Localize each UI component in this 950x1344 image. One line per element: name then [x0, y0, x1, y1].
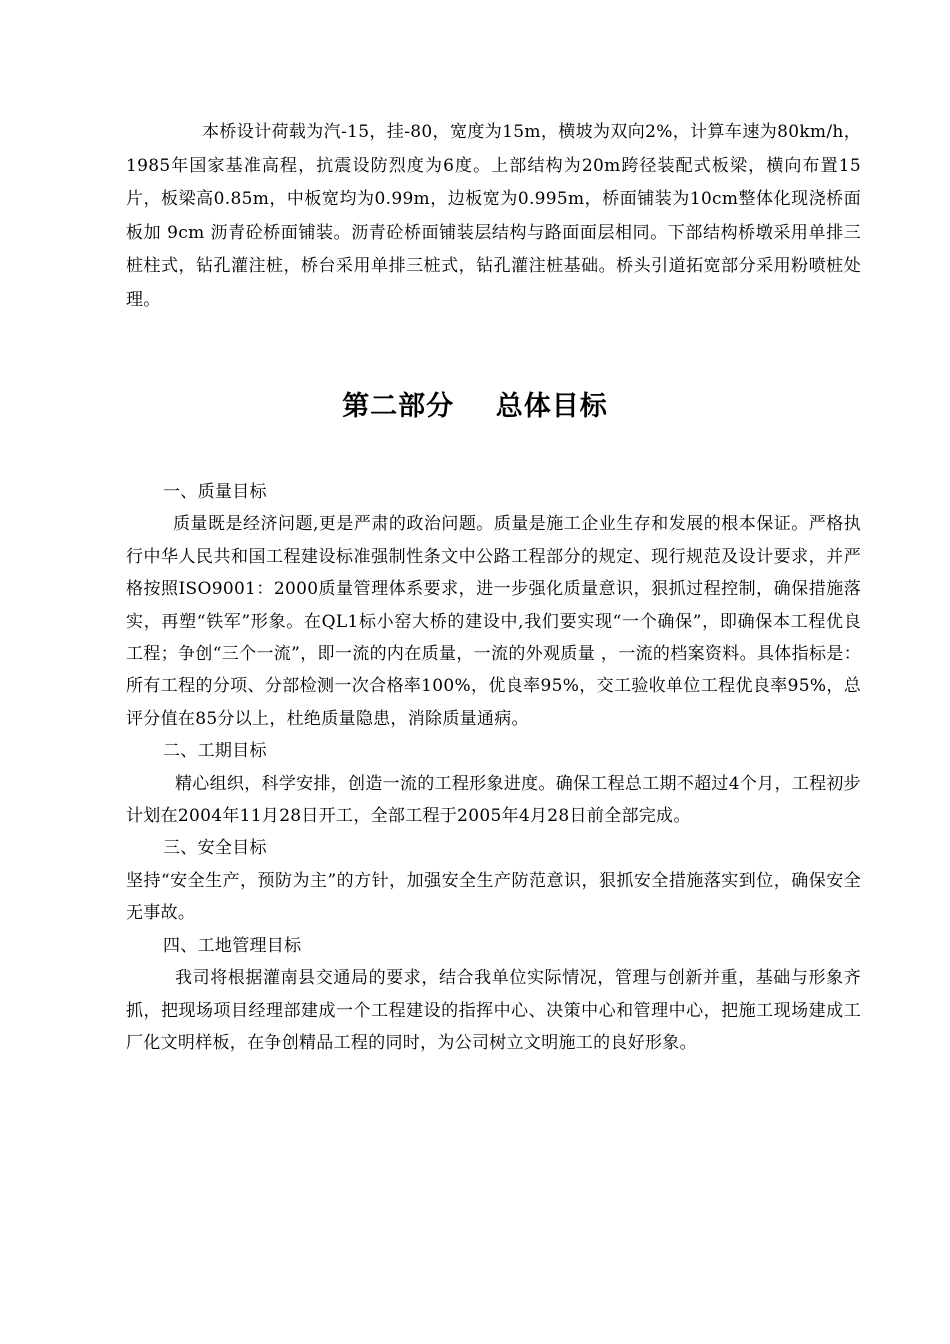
quality-goal-paragraph: 质量既是经济问题,更是严肃的政治问题。质量是施工企业生存和发展的根本保证。严格执行中华人民共和国工程建设标准强制性条文中公路工程部分的规定、现行规范及设计要求，并严格按照ISO9001：2000质量管理体系要求，进一步强化质量意识，狠抓过程控制，确保措施落实，再塑“铁军”形象。在QL1标小窑大桥的建设中,我们要实现“一个确保”，即确保本工程优良工程；争创“三个一流”，即一流的内在质量，一流的外观质量 ，一流的档案资料。具体指标是：所有工程的分项、分部检测一次合格率100%，优良率95%，交工验收单位工程优良率95%，总评分值在85分以上，杜绝质量隐患，消除质量通病。	[126, 514, 861, 729]
safety-goal-paragraph: 坚持“安全生产，预防为主”的方针，加强安全生产防范意识，狠抓安全措施落实到位，确保安全无事故。	[126, 870, 861, 924]
site-management-goal-heading: 四、工地管理目标	[163, 935, 302, 956]
quality-goal-heading: 一、质量目标	[163, 482, 267, 502]
safety-goal-heading: 三、安全目标	[163, 838, 267, 859]
schedule-goal-paragraph: 精心组织，科学安排，创造一流的工程形象进度。确保工程总工期不超过4个月，工程初步计划在2004年11月28日开工，全部工程于2005年4月28日前全部完成。	[126, 773, 861, 827]
site-management-goal-paragraph: 我司将根据灌南县交通局的要求，结合我单位实际情况，管理与创新并重，基础与形象齐抓，把现场项目经理部建成一个工程建设的指挥中心、决策中心和管理中心，把施工现场建成工厂化文明样板，在争创精品工程的同时，为公司树立文明施工的良好形象。	[126, 968, 861, 1053]
bridge-design-section	[126, 116, 861, 317]
section-title: 第二部分 总体目标	[342, 391, 608, 422]
schedule-goal-heading: 二、工期目标	[163, 741, 267, 762]
goals-section	[126, 476, 861, 1059]
bridge-design-paragraph: 本桥设计荷载为汽-15，挂-80，宽度为15m，横坡为双向2%，计算车速为80km/h，1985年国家基准高程，抗震设防烈度为6度。上部结构为20m跨径装配式板梁，横向布置15片，板梁高0.85m，中板宽均为0.99m，边板宽为0.995m，桥面铺装为10cm整体化现浇桥面板加 9cm 沥青砼桥面铺装。沥青砼桥面铺装层结构与路面面层相同。下部结构桥墩采用单排三桩柱式，钻孔灌注桩，桥台采用单排三桩式，钻孔灌注桩基础。桥头引道拓宽部分采用粉喷桩处理。	[126, 122, 861, 310]
